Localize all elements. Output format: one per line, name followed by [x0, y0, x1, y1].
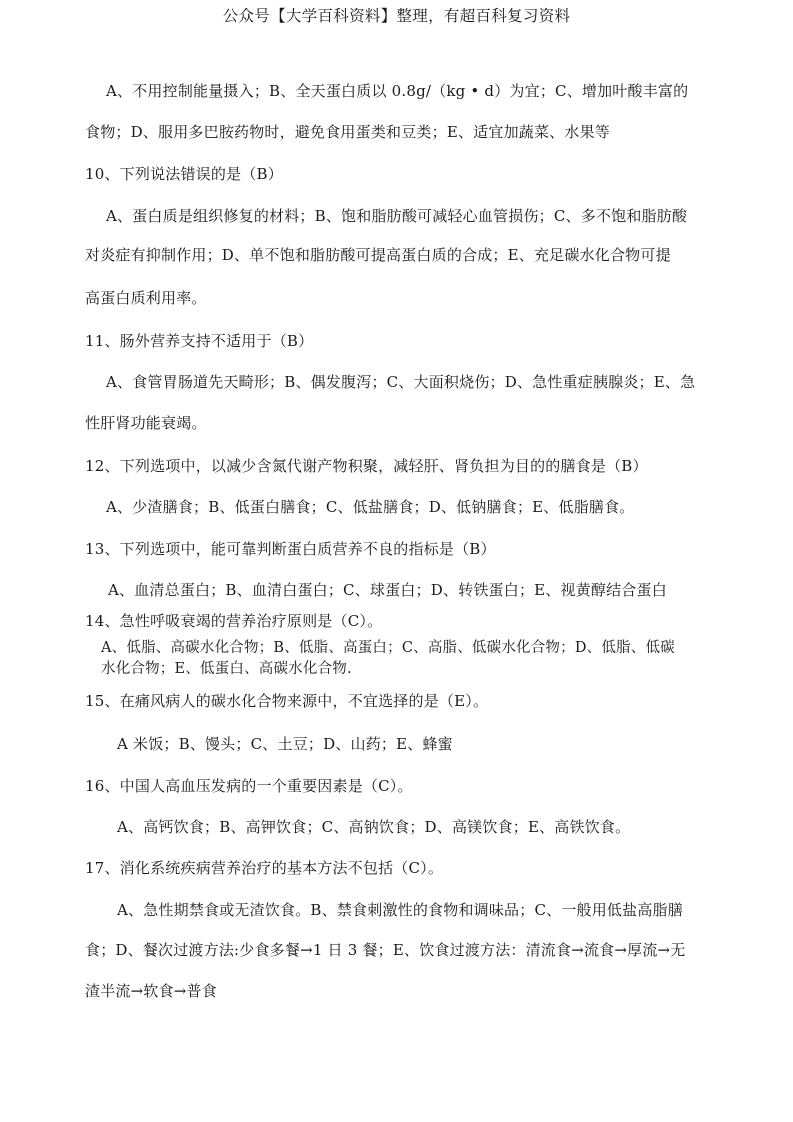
option-text: A、高钙饮食；B、高钾饮食；C、高钠饮食；D、高镁饮食；E、高铁饮食。 [117, 818, 631, 836]
option-text: 高蛋白质利用率。 [85, 289, 207, 307]
option-text: 水化合物；E、低蛋白、高碳水化合物. [101, 661, 352, 677]
option-text: 食物；D、服用多巴胺药物时，避免食用蛋类和豆类；E、适宜加蔬菜、水果等 [85, 123, 610, 141]
option-text: 食；D、餐次过渡方法:少食多餐→1 日 3 餐；E、饮食过渡方法：清流食→流食→厚流→无 [85, 941, 686, 959]
option-text: 性肝肾功能衰竭。 [85, 414, 207, 432]
question-10: 10、下列说法错误的是（B） [85, 165, 283, 183]
question-11: 11、肠外营养支持不适用于（B） [85, 332, 314, 350]
option-text: A、不用控制能量摄入；B、全天蛋白质以 0.8g/（kg • d）为宜；C、增加叶酸丰富的 [106, 82, 689, 100]
option-text: A、急性期禁食或无渣饮食。B、禁食刺激性的食物和调味品；C、一般用低盐高脂膳 [117, 901, 683, 919]
option-text: 对炎症有抑制作用；D、单不饱和脂肪酸可提高蛋白质的合成；E、充足碳水化合物可提 [85, 246, 671, 264]
page-header: 公众号【大学百科资料】整理，有超百科复习资料 [222, 7, 571, 25]
option-text: A、蛋白质是组织修复的材料；B、饱和脂肪酸可减轻心血管损伤；C、多不饱和脂肪酸 [106, 207, 688, 225]
option-text: A、食管胃肠道先天畸形；B、偶发腹泻；C、大面积烧伤；D、急性重症胰腺炎；E、急 [106, 373, 696, 391]
option-text: A 米饭；B、馒头；C、土豆；D、山药；E、蜂蜜 [117, 735, 453, 753]
question-12: 12、下列选项中，以减少含氮代谢产物积聚，减轻肝、肾负担为目的的膳食是（B） [85, 457, 648, 475]
option-text: 渣半流→软食→普食 [85, 982, 217, 1000]
option-text: A、少渣膳食；B、低蛋白膳食；C、低盐膳食；D、低钠膳食；E、低脂膳食。 [106, 498, 635, 516]
question-16: 16、中国人高血压发病的一个重要因素是（C）。 [85, 777, 413, 795]
option-text: A、血清总蛋白；B、血清白蛋白；C、球蛋白；D、转铁蛋白；E、视黄醇结合蛋白 [108, 581, 667, 599]
option-text: A、低脂、高碳水化合物；B、低脂、高蛋白；C、高脂、低碳水化合物；D、低脂、低碳 [101, 640, 675, 656]
question-15: 15、在痛风病人的碳水化合物来源中，不宜选择的是（E）。 [85, 692, 489, 710]
question-17: 17、消化系统疾病营养治疗的基本方法不包括（C）。 [85, 859, 444, 877]
question-13: 13、下列选项中，能可靠判断蛋白质营养不良的指标是（B） [85, 540, 496, 558]
question-14: 14、急性呼吸衰竭的营养治疗原则是（C）。 [85, 612, 383, 630]
